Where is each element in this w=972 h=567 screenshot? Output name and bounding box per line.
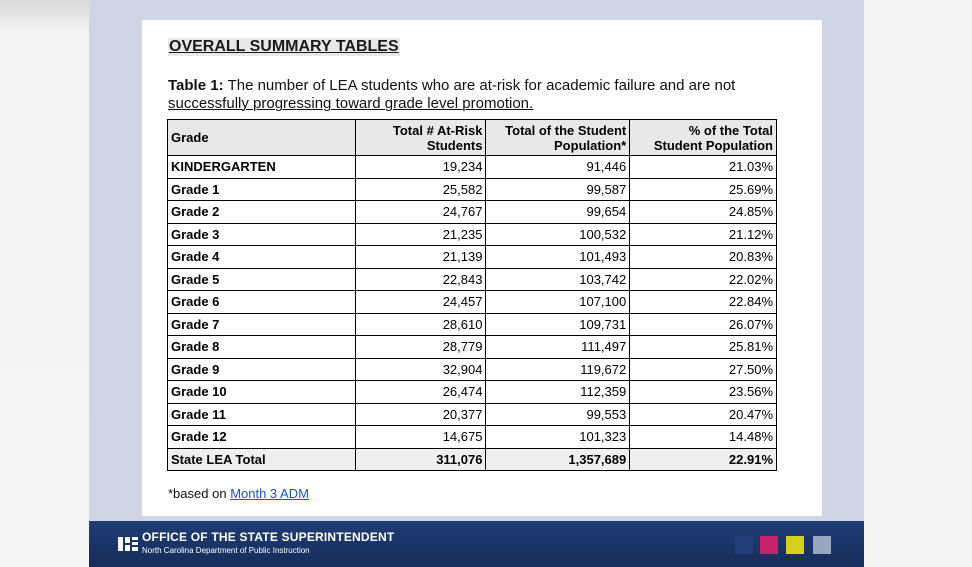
grade-cell: Grade 1: [168, 178, 356, 201]
table-row: [168, 403, 777, 426]
table-total-row: [168, 448, 777, 471]
percent-cell: 25.81%: [630, 336, 777, 359]
population-cell: 91,446: [486, 156, 630, 179]
at-risk-cell: 21,139: [355, 246, 486, 269]
table-row: [168, 223, 777, 246]
at-risk-cell: 20,377: [355, 403, 486, 426]
table-row: [168, 313, 777, 336]
percent-cell: 20.47%: [630, 403, 777, 426]
table-row: [168, 381, 777, 404]
population-cell: 101,323: [486, 426, 630, 449]
population-cell: 119,672: [486, 358, 630, 381]
at-risk-cell: 24,457: [355, 291, 486, 314]
header-population: Total of the Student Population*: [486, 120, 630, 156]
table-row: [168, 246, 777, 269]
header-grade: Grade: [168, 120, 356, 156]
dpi-logo-icon: [117, 535, 139, 553]
table-row: [168, 426, 777, 449]
total-percent-cell: 22.91%: [630, 448, 777, 471]
footer-banner: [89, 521, 864, 567]
percent-cell: 21.12%: [630, 223, 777, 246]
population-cell: 109,731: [486, 313, 630, 336]
population-cell: 99,654: [486, 201, 630, 224]
grade-cell: Grade 11: [168, 403, 356, 426]
color-square-gray: [813, 536, 831, 554]
at-risk-cell: 26,474: [355, 381, 486, 404]
table-row: [168, 156, 777, 179]
percent-cell: 23.56%: [630, 381, 777, 404]
table-row: [168, 268, 777, 291]
document-page: [142, 20, 822, 516]
at-risk-cell: 21,235: [355, 223, 486, 246]
grade-cell: Grade 6: [168, 291, 356, 314]
month-3-adm-link[interactable]: Month 3 ADM: [230, 486, 309, 501]
table-row: [168, 178, 777, 201]
summary-table: [167, 119, 777, 471]
at-risk-cell: 32,904: [355, 358, 486, 381]
color-square-yellow: [786, 536, 804, 554]
table-row: [168, 201, 777, 224]
footnote: [168, 486, 309, 501]
grade-cell: KINDERGARTEN: [168, 156, 356, 179]
header-percent: % of the Total Student Population: [630, 120, 777, 156]
percent-cell: 22.84%: [630, 291, 777, 314]
color-square-navy: [735, 536, 753, 554]
population-cell: 112,359: [486, 381, 630, 404]
at-risk-cell: 28,779: [355, 336, 486, 359]
caption-line-2: successfully progressing toward grade level promotion.: [168, 95, 534, 112]
percent-cell: 26.07%: [630, 313, 777, 336]
grade-cell: Grade 9: [168, 358, 356, 381]
grade-cell: Grade 12: [168, 426, 356, 449]
caption-label: Table 1:: [168, 77, 224, 94]
grade-cell: Grade 2: [168, 201, 356, 224]
table-caption: [168, 77, 818, 113]
total-population-cell: 1,357,689: [486, 448, 630, 471]
percent-cell: 25.69%: [630, 178, 777, 201]
at-risk-cell: 24,767: [355, 201, 486, 224]
at-risk-cell: 19,234: [355, 156, 486, 179]
grade-cell: Grade 4: [168, 246, 356, 269]
percent-cell: 14.48%: [630, 426, 777, 449]
total-at-risk-cell: 311,076: [355, 448, 486, 471]
population-cell: 99,553: [486, 403, 630, 426]
percent-cell: 21.03%: [630, 156, 777, 179]
at-risk-cell: 22,843: [355, 268, 486, 291]
section-heading: OVERALL SUMMARY TABLES: [169, 38, 399, 55]
at-risk-cell: 25,582: [355, 178, 486, 201]
grade-cell: Grade 8: [168, 336, 356, 359]
header-at-risk: Total # At-Risk Students: [355, 120, 486, 156]
grade-cell: Grade 7: [168, 313, 356, 336]
caption-line-1: The number of LEA students who are at-risk for academic failure and are not: [227, 77, 736, 94]
grade-cell: Grade 5: [168, 268, 356, 291]
color-square-magenta: [760, 536, 778, 554]
table-header-row: [168, 120, 777, 156]
population-cell: 100,532: [486, 223, 630, 246]
population-cell: 107,100: [486, 291, 630, 314]
page-margin-right: [864, 0, 972, 567]
total-grade-cell: State LEA Total: [168, 448, 356, 471]
org-subtitle: North Carolina Department of Public Instruction: [142, 546, 310, 555]
percent-cell: 24.85%: [630, 201, 777, 224]
grade-cell: Grade 10: [168, 381, 356, 404]
at-risk-cell: 14,675: [355, 426, 486, 449]
population-cell: 99,587: [486, 178, 630, 201]
table-row: [168, 358, 777, 381]
population-cell: 103,742: [486, 268, 630, 291]
footnote-text: *based on: [168, 486, 227, 501]
org-name: OFFICE OF THE STATE SUPERINTENDENT: [142, 530, 395, 544]
table-row: [168, 336, 777, 359]
table-row: [168, 291, 777, 314]
population-cell: 111,497: [486, 336, 630, 359]
at-risk-cell: 28,610: [355, 313, 486, 336]
percent-cell: 20.83%: [630, 246, 777, 269]
population-cell: 101,493: [486, 246, 630, 269]
grade-cell: Grade 3: [168, 223, 356, 246]
percent-cell: 22.02%: [630, 268, 777, 291]
percent-cell: 27.50%: [630, 358, 777, 381]
